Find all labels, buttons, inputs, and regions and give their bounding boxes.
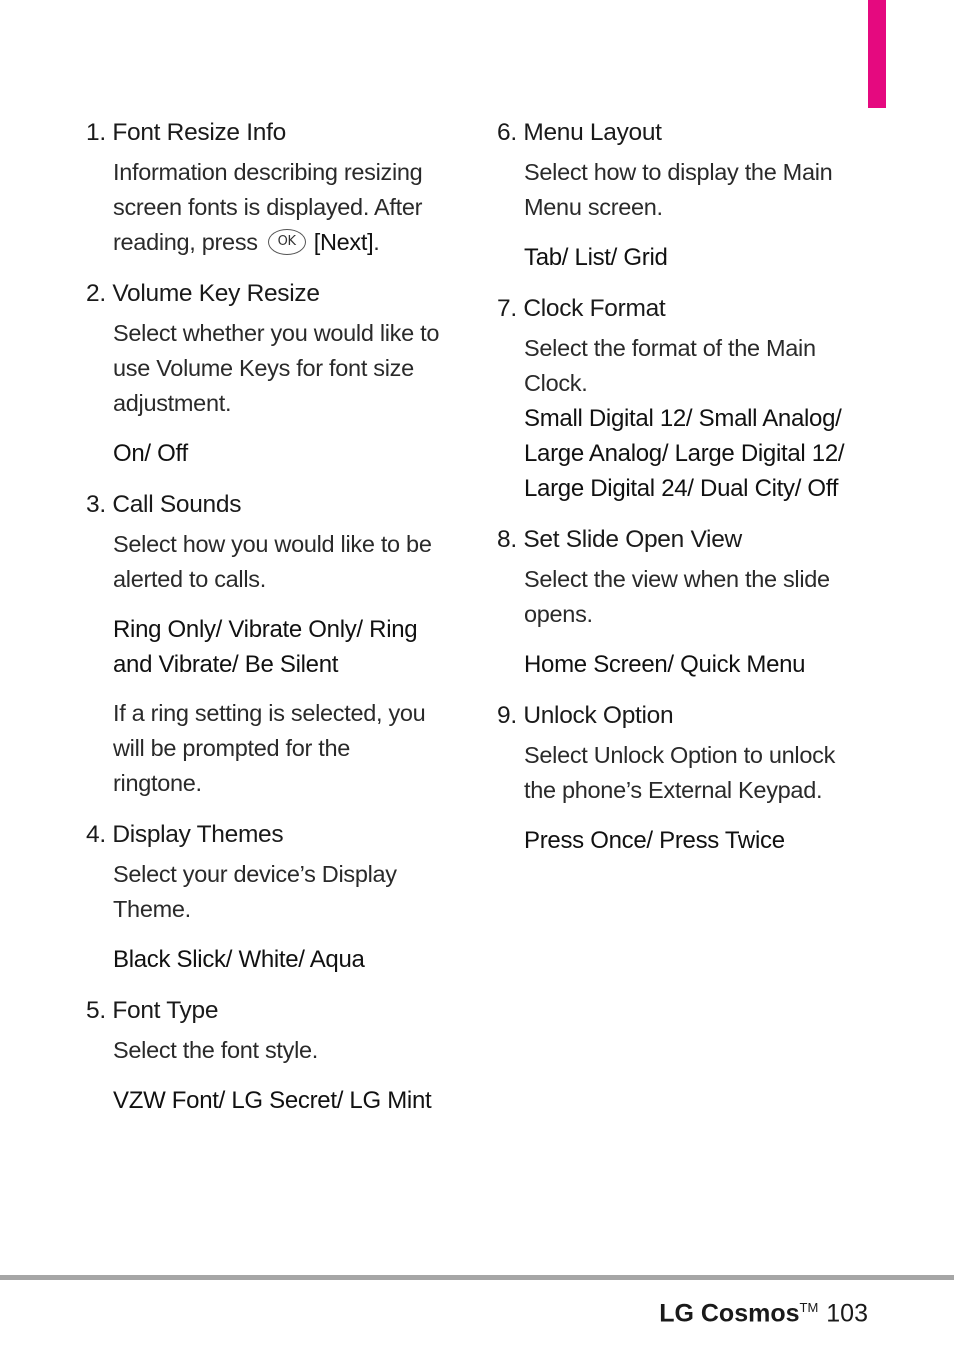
item-heading: 1. Font Resize Info	[86, 119, 286, 146]
setting-call-sounds	[86, 487, 458, 801]
item-options	[524, 240, 882, 275]
options-line: Ring Only/ Vibrate Only/ Ring	[113, 616, 418, 643]
item-heading: 6. Menu Layout	[497, 119, 662, 146]
desc-suffix: .	[373, 229, 380, 255]
desc-line: Select your device’s Display	[113, 861, 397, 887]
note-line: If a ring setting is selected, you	[113, 700, 426, 726]
desc-line: Select the format of the Main	[524, 335, 816, 361]
desc-line: Select how you would like to be	[113, 531, 432, 557]
setting-menu-layout	[497, 115, 882, 275]
item-description	[524, 738, 882, 808]
page-number: 103	[826, 1299, 868, 1328]
item-options	[113, 612, 458, 682]
footer-divider	[0, 1275, 954, 1280]
item-options	[113, 436, 458, 471]
desc-line: alerted to calls.	[113, 566, 266, 592]
setting-font-resize-info	[86, 115, 458, 260]
setting-clock-format	[497, 291, 882, 506]
desc-line: Theme.	[113, 896, 191, 922]
desc-line: Information describing resizing	[113, 159, 423, 185]
footer-brand: LG Cosmos	[659, 1299, 800, 1328]
item-options	[524, 401, 882, 506]
desc-line: Select whether you would like to	[113, 320, 440, 346]
trademark-mark: TM	[799, 1300, 819, 1315]
item-description	[113, 155, 458, 260]
setting-volume-key-resize	[86, 276, 458, 471]
options-line: Large Digital 24/ Dual City/ Off	[524, 475, 839, 502]
desc-line: reading, press	[113, 229, 258, 255]
item-heading: 2. Volume Key Resize	[86, 280, 320, 307]
item-description	[524, 331, 882, 401]
item-heading: 9. Unlock Option	[497, 702, 674, 729]
setting-unlock-option	[497, 698, 882, 858]
options-line: VZW Font/ LG Secret/ LG Mint	[113, 1087, 432, 1114]
item-description	[524, 562, 882, 632]
options-line: Home Screen/ Quick Menu	[524, 651, 806, 678]
item-options	[524, 647, 882, 682]
ok-key-icon: OK	[268, 229, 306, 255]
item-heading: 8. Set Slide Open View	[497, 526, 742, 553]
setting-slide-open-view	[497, 522, 882, 682]
desc-line: Select Unlock Option to unlock	[524, 742, 836, 768]
item-heading: 5. Font Type	[86, 997, 219, 1024]
note-line: ringtone.	[113, 770, 202, 796]
right-column	[497, 115, 882, 874]
setting-display-themes	[86, 817, 458, 977]
item-options	[113, 942, 458, 977]
section-tab-marker	[868, 0, 886, 108]
desc-line: the phone’s External Keypad.	[524, 777, 823, 803]
options-line: On/ Off	[113, 440, 188, 467]
item-heading: 3. Call Sounds	[86, 491, 242, 518]
desc-line: Select the view when the slide	[524, 566, 830, 592]
item-note	[113, 696, 458, 801]
options-line: Press Once/ Press Twice	[524, 827, 785, 854]
item-description	[524, 155, 882, 225]
item-options	[524, 823, 882, 858]
item-description	[113, 1033, 458, 1068]
item-description	[113, 527, 458, 597]
desc-line: Menu screen.	[524, 194, 663, 220]
page-footer	[659, 1290, 868, 1331]
options-line: and Vibrate/ Be Silent	[113, 651, 339, 678]
desc-line: use Volume Keys for font size	[113, 355, 414, 381]
setting-font-type	[86, 993, 458, 1118]
note-line: will be prompted for the	[113, 735, 351, 761]
desc-line: Clock.	[524, 370, 588, 396]
left-column	[86, 115, 458, 1134]
next-action-label: [Next]	[313, 229, 374, 255]
options-line: Black Slick/ White/ Aqua	[113, 946, 365, 973]
desc-line: Select how to display the Main	[524, 159, 833, 185]
item-heading: 7. Clock Format	[497, 295, 666, 322]
item-description	[113, 857, 458, 927]
options-line: Large Analog/ Large Digital 12/	[524, 440, 845, 467]
item-heading: 4. Display Themes	[86, 821, 284, 848]
desc-line: Select the font style.	[113, 1037, 319, 1063]
desc-line: opens.	[524, 601, 593, 627]
item-options	[113, 1083, 458, 1118]
options-line: Tab/ List/ Grid	[524, 244, 668, 271]
desc-line: adjustment.	[113, 390, 232, 416]
options-line: Small Digital 12/ Small Analog/	[524, 405, 842, 432]
desc-line: screen fonts is displayed. After	[113, 194, 423, 220]
item-description	[113, 316, 458, 421]
